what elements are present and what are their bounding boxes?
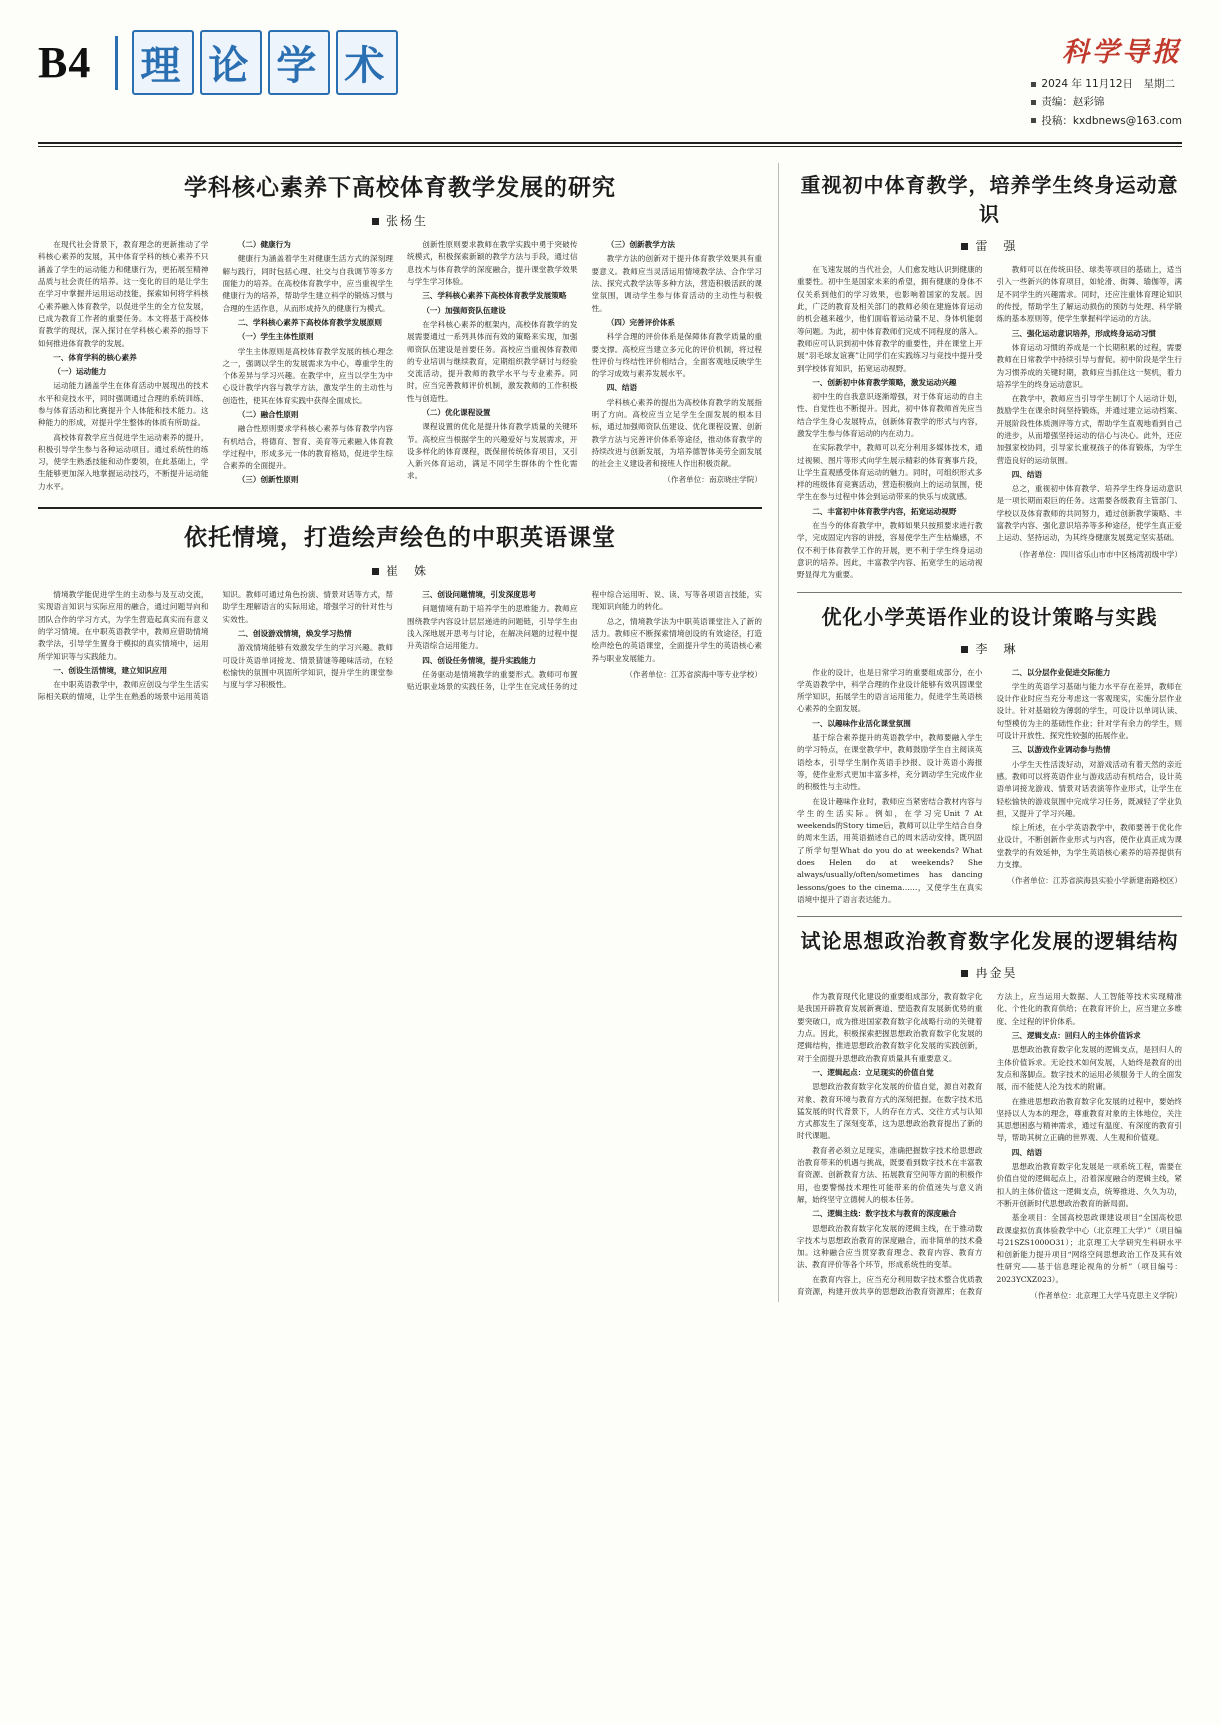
article-5-byline bbox=[797, 964, 1182, 981]
article-divider-2 bbox=[797, 592, 1182, 593]
article-subhead: （二）融合性原则 bbox=[237, 409, 299, 419]
article-paragraph: 初中生的自我意识逐渐增强，对于体育运动的自主性、自觉性也不断提升。因此，初中体育教师首先应当结合学生身心发展特点，创新体育教学的形式与内容，激发学生参与体育运动的内在动力。 bbox=[797, 392, 983, 438]
byline-marker-icon bbox=[372, 218, 379, 225]
article-subhead: 一、体育学科的核心素养 bbox=[53, 352, 137, 362]
article-divider-3 bbox=[797, 916, 1182, 917]
bullet-icon bbox=[1031, 82, 1036, 87]
masthead-left bbox=[38, 30, 398, 95]
article-paragraph: 任务驱动是情境教学的重要形式。教师可布置贴近职业场景的实践任务，让学生在完成任务的过程中综合运用听、说、读、写等各项语言技能，实现知识向能力的转化。 bbox=[407, 590, 762, 692]
section-title bbox=[132, 30, 398, 95]
article-paragraph: 在中职英语教学中，教师应创设与学生生活实际相关联的情境，让学生在熟悉的场景中运用英语知识。教师可通过角色扮演、情景对话等方式，帮助学生理解语言的实际用途，增强学习的针对性与实效性。 bbox=[38, 590, 393, 702]
article-paragraph: 游戏情境能够有效激发学生的学习兴趣。教师可设计英语单词接龙、情景猜谜等趣味活动，在轻松愉快的氛围中巩固所学知识，提升学生的课堂参与度与学习积极性。 bbox=[222, 643, 393, 690]
article-paragraph: 在飞速发展的当代社会，人们愈发地认识到健康的重要性。初中生是国家未来的希望，拥有健康的身体不仅关系到他们的学习效果，也影响着国家的发展。因此，广泛的教育及相关部门的教师必须在建施体育运动的机会越来越少，他们面临着运动量不足、身体机能弱等问题。为此，初中体育教师们完成不同程度的落入。教师应可认识到初中体育教学的重要性，并在课堂上开展“羽毛球友谊赛”让同学们在实践练习与竞技中提升受到学校体育知识，拓宽运动视野。 bbox=[797, 265, 983, 373]
masthead-rule-top bbox=[38, 142, 1182, 144]
meta-date-line bbox=[1031, 75, 1182, 93]
article-5 bbox=[797, 925, 1182, 1302]
article-subhead: 三、强化运动意识培养，形成终身运动习惯 bbox=[1011, 328, 1156, 338]
article-paragraph: 在教学中，教师应当引导学生制订个人运动计划，鼓励学生在课余时间坚持锻炼，并通过建立运动档案、开展阶段性体质测评等方式，帮助学生直观地看到自己的进步，从而增强坚持运动的信心与决心。此外，还应加强家校协同，引导家长重视孩子的体育锻炼，为学生营造良好的运动氛围。 bbox=[996, 394, 1182, 465]
section-char-4: 术 bbox=[336, 30, 398, 95]
article-3 bbox=[797, 169, 1182, 581]
bullet-icon bbox=[1031, 100, 1036, 105]
article-subhead: （二）优化课程设置 bbox=[422, 407, 491, 417]
masthead-rule-bottom bbox=[38, 146, 1182, 147]
meta-email[interactable]: 投稿：kxdbnews@163.com bbox=[1041, 114, 1182, 127]
article-subhead: 三、学科核心素养下高校体育教学发展策略 bbox=[422, 291, 567, 301]
article-signature: （作者单位：四川省乐山市市中区杨湾初级中学） bbox=[1014, 549, 1182, 559]
article-paragraph: 教师可以在传统田径、球类等项目的基础上，适当引入一些新兴的体育项目，如轮滑、街舞、瑜伽等，满足不同学生的兴趣需求。同时，还应注重体育理论知识的传授，帮助学生了解运动损伤的预防与处理、科学锻炼的基本原则等，使学生掌握科学运动的方法。 bbox=[996, 265, 1182, 324]
meta-editor-line bbox=[1031, 93, 1182, 111]
masthead bbox=[38, 0, 1182, 130]
article-4-body bbox=[797, 667, 1182, 907]
byline-marker-icon bbox=[372, 568, 379, 575]
section-char-1: 理 bbox=[132, 30, 194, 95]
article-subhead: 四、结语 bbox=[1011, 1147, 1043, 1157]
article-paragraph: 思想政治教育数字化发展的逻辑主线，在于推动数字技术与思想政治教育的深度融合，而非简单的技术叠加。这种融合应当贯穿教育理念、教育内容、教育方法、教育评价等各个环节，形成系统性的变革。 bbox=[797, 1223, 983, 1270]
article-divider-1 bbox=[38, 507, 762, 509]
article-5-title: 试论思想政治教育数字化发展的逻辑结构 bbox=[800, 929, 1179, 954]
article-paragraph: 在当今的体育教学中，教师如果只按照要求进行教学，完成固定内容的讲授，容易使学生产生枯燥感，不仅不利于体育教学工作的开展，更不利于学生终身运动意识的培养。因此，丰富教学内容、拓宽学生的运动视野显得尤为重要。 bbox=[797, 521, 983, 580]
article-5-body bbox=[797, 991, 1182, 1302]
article-1-body bbox=[38, 239, 762, 493]
article-subhead: 二、以分层作业促进交际能力 bbox=[1011, 667, 1111, 677]
page-folio: B4 bbox=[38, 37, 92, 87]
article-1-author: 张杨生 bbox=[385, 214, 428, 229]
article-2-author: 崔 姝 bbox=[385, 564, 428, 579]
byline-marker-icon bbox=[961, 970, 968, 977]
byline-marker-icon bbox=[961, 243, 968, 250]
article-2-body bbox=[38, 589, 762, 704]
article-signature: （作者单位：北京理工大学马克思主义学院） bbox=[1030, 1291, 1182, 1301]
section-char-2: 论 bbox=[200, 30, 262, 95]
article-3-title: 重视初中体育教学，培养学生终身运动意识 bbox=[800, 173, 1179, 227]
article-3-byline bbox=[797, 237, 1182, 254]
article-paragraph: 课程设置的优化是提升体育教学质量的关键环节。高校应当根据学生的兴趣爱好与发展需求，开设多样化的体育课程，既保留传统体育项目，又引入新兴体育运动，满足不同学生群体的个性化需求。 bbox=[407, 422, 578, 481]
article-subhead: 三、逻辑支点：回归人的主体价值诉求 bbox=[1011, 1031, 1141, 1041]
article-paragraph: 科学合理的评价体系是保障体育教学质量的重要支撑。高校应当建立多元化的评价机制，将过程性评价与终结性评价相结合，全面客观地反映学生的学习成效与素养发展水平。 bbox=[591, 332, 762, 379]
article-signature: （作者单位：江苏省滨海县实验小学新建南路校区） bbox=[1007, 876, 1182, 886]
article-subhead: （一）学生主体性原则 bbox=[237, 332, 314, 342]
right-column bbox=[778, 163, 1182, 1302]
article-subhead: 二、丰富初中体育教学内容，拓宽运动视野 bbox=[812, 506, 957, 516]
article-paragraph: 小学生天性活泼好动，对游戏活动有着天然的亲近感。教师可以将英语作业与游戏活动有机结合，设计英语单词接龙游戏、情景对话表演等作业形式，让学生在轻松愉快的游戏氛围中完成学习任务，既减轻了学业负担，又提升了学习兴趣。 bbox=[996, 759, 1182, 818]
article-subhead: （四）完善评价体系 bbox=[606, 317, 676, 327]
article-paragraph: 作为教育现代化建设的重要组成部分，教育数字化是我国开辟教育发展新赛道、塑造教育发展新优势的重要突破口，成为推进国家教育数字化战略行动的关键着力点。因此，积极探索把握思想政治教育数字化发展的逻辑结构，推进思想政治教育数字化发展的实践创新，对于全面提升思想政治教育质量具有重要意义。 bbox=[797, 992, 983, 1063]
article-paragraph: 学生主体原则是高校体育教学发展的核心理念之一，强调以学生的发展需求为中心，尊重学生的个体差异与学习兴趣。在教学中，应当以学生为中心设计教学内容与教学方法，激发学生的主动性与创造性，使其在体育实践中获得全面成长。 bbox=[222, 346, 393, 405]
article-subhead: 四、创设任务情境，提升实践能力 bbox=[422, 655, 537, 665]
article-paragraph: 总之，重视初中体育教学、培养学生终身运动意识是一项长期而艰巨的任务。这需要各级教育主管部门、学校以及体育教师的共同努力，通过创新教学策略、丰富教学内容、强化意识培养等多种途径，使学生真正爱上运动、坚持运动，为其终身健康发展奠定坚实基础。 bbox=[996, 484, 1182, 543]
article-signature: （作者单位：南京晓庄学院） bbox=[663, 475, 762, 485]
article-4-byline bbox=[797, 640, 1182, 657]
article-paragraph: 学生的英语学习基础与能力水平存在差异，教师在设计作业时应当充分考虑这一客观现实，实施分层作业设计。针对基础较为薄弱的学生，可设计以单词认读、句型模仿为主的基础性作业；针对学有余力的学生，则可设计开放性、探究性较强的拓展作业。 bbox=[996, 681, 1182, 741]
masthead-right bbox=[1031, 30, 1182, 130]
article-subhead: （一）运动能力 bbox=[53, 367, 107, 377]
article-1-byline bbox=[38, 212, 762, 229]
masthead-meta bbox=[1031, 75, 1182, 130]
article-paragraph: 在实际教学中，教师可以充分利用多媒体技术，通过视频、图片等形式向学生展示精彩的体育赛事片段，让学生直观感受体育运动的魅力。同时，可组织形式多样的班级体育竞赛活动，营造积极向上的运动氛围，使学生在参与过程中体会到运动带来的快乐与成就感。 bbox=[797, 443, 983, 502]
article-subhead: 二、学科核心素养下高校体育教学发展原则 bbox=[237, 317, 382, 327]
article-subhead: 二、逻辑主线：数字技术与教育的深度融合 bbox=[812, 1209, 957, 1219]
article-subhead: 二、创设游戏情境，焕发学习热情 bbox=[237, 628, 352, 638]
paper-name: 科学导报 bbox=[1062, 37, 1182, 68]
article-4 bbox=[797, 601, 1182, 907]
article-subhead: （三）创新教学方法 bbox=[606, 240, 676, 250]
article-signature: （作者单位：江苏省滨海中等专业学校） bbox=[625, 669, 762, 679]
article-subhead: 一、逻辑起点：立足现实的价值自觉 bbox=[812, 1067, 934, 1077]
article-paragraph: 问题情境有助于培养学生的思维能力。教师应围绕教学内容设计层层递进的问题链，引导学生由浅入深地展开思考与讨论，在解决问题的过程中提升英语综合运用能力。 bbox=[407, 604, 578, 651]
article-3-body bbox=[797, 264, 1182, 581]
article-subhead: （二）健康行为 bbox=[237, 240, 291, 250]
left-column bbox=[38, 163, 778, 1302]
article-1-title: 学科核心素养下高校体育教学发展的研究 bbox=[184, 174, 616, 202]
article-subhead: 四、结语 bbox=[1011, 469, 1043, 479]
article-5-author: 冉金昊 bbox=[975, 966, 1018, 981]
article-subhead: 一、以趣味作业活化课堂氛围 bbox=[812, 718, 911, 728]
meta-editor: 责编：赵彩锦 bbox=[1041, 96, 1105, 109]
article-1 bbox=[38, 169, 762, 493]
article-paragraph: 融合性原则要求学科核心素养与体育教学内容有机结合，将德育、智育、美育等元素融入体育教学过程中，形成多元一体的教育格局，促进学生综合素养的全面提升。 bbox=[222, 424, 393, 471]
article-paragraph: 在学科核心素养的框架内，高校体育教学的发展需要通过一系列具体而有效的策略来实现，加强师资队伍建设是首要任务。高校应当重视体育教师的专业培训与继续教育，定期组织教学研讨与经验交流活动，提升教师的教学水平与专业素养。同时，应当完善教师评价机制，激发教师的工作积极性与创造性。 bbox=[407, 319, 578, 403]
bullet-icon bbox=[1031, 118, 1036, 123]
article-paragraph: 在设计趣味作业时，教师应当紧密结合教材内容与学生的生活实际。例如，在学习完Unit 7 At weekends的Story time后，教师可以让学生结合自身的周末生活，用英语描述自己的周末活动安排，既巩固了所学句型What do you do at weekends? What does Helen do at weekends? She always/usually/often/sometimes has dancing lessons/goes to the cinema……，又使学生在真实语境中提升了语言表达能力。 bbox=[797, 796, 983, 904]
meta-date: 2024 年 11月12日 星期二 bbox=[1041, 78, 1176, 90]
article-paragraph: 教学方法的创新对于提升体育教学效果具有重要意义。教师应当灵活运用情境教学法、合作学习法、探究式教学法等多种方法，营造积极活跃的课堂氛围，调动学生参与体育活动的主动性与积极性。 bbox=[591, 254, 762, 313]
article-subhead: 三、创设问题情境，引发深度思考 bbox=[422, 590, 537, 600]
article-2-byline bbox=[38, 562, 762, 579]
article-2-title: 依托情境，打造绘声绘色的中职英语课堂 bbox=[184, 524, 616, 552]
article-paragraph: 情境教学能促进学生的主动参与及互动交流，实现语言知识与实际应用的融合，通过问题导向和团队合作的学习方式，为学生营造起真实而有意义的学习情境。在中职英语教学中，教师应借助情境教学法，引导学生置身于模拟的真实情境中，运用所学知识等与实践能力。 bbox=[38, 590, 209, 661]
article-paragraph: 创新性原则要求教师在教学实践中勇于突破传统模式，积极探索新颖的教学方法与手段，通过信息技术与体育教学的深度融合，提升课堂教学效果与学生学习体验。 bbox=[407, 240, 578, 287]
article-paragraph: 学科核心素养的提出为高校体育教学的发展指明了方向。高校应当立足学生全面发展的根本目标，通过加强师资队伍建设、优化课程设置、创新教学方法与完善评价体系等途径，推动体育教学的持续改进与创新发展，为培养德智体美劳全面发展的社会主义建设者和接班人作出积极贡献。 bbox=[591, 397, 762, 469]
article-paragraph: 思想政治教育数字化发展的价值自觉，源自对教育对象、教育环境与教育方式的深刻把握。在数字技术迅猛发展的时代背景下，人的存在方式、交往方式与认知方式都发生了深刻变革，这为思想政治教育提出了新的时代课题。 bbox=[797, 1082, 983, 1141]
article-subhead: （三）创新性原则 bbox=[237, 475, 299, 485]
article-subhead: 一、创新初中体育教学策略，激发运动兴趣 bbox=[812, 377, 957, 387]
article-paragraph: 运动能力涵盖学生在体育活动中展现出的技术水平和竞技水平，同时强调通过合理的系统训练、参与体育活动和比赛提升个人体能和技术能力。这种能力的形成，对提升学生整体的体质有所助益。 bbox=[38, 381, 209, 428]
article-subhead: 四、结语 bbox=[606, 383, 638, 393]
article-4-title: 优化小学英语作业的设计策略与实践 bbox=[821, 604, 1158, 629]
article-paragraph: 高校体育教学应当促进学生运动素养的提升，积极引导学生参与各种运动项目。通过系统性的练习，使学生熟悉技能和动作要领，在此基础上，学生能够更加深入地掌握运动技巧，不断提升运动能力水平。 bbox=[38, 432, 209, 491]
article-2 bbox=[38, 519, 762, 704]
article-paragraph: 总之，情境教学法为中职英语课堂注入了新的活力。教师应不断探索情境创设的有效途径，打造绘声绘色的英语课堂，全面提升学生的英语核心素养与职业发展能力。 bbox=[591, 616, 762, 663]
section-char-3: 学 bbox=[268, 30, 330, 95]
article-paragraph: 健康行为涵盖着学生对健康生活方式的深刻理解与践行，同时包括心理、社交与自我调节等多方面能力的培养。在高校体育教学中，应当重视学生健康行为的培养，帮助学生建立科学的锻炼习惯与合理的生活作息，从而形成持久的健康行为模式。 bbox=[222, 254, 393, 313]
article-subhead: 一、创设生活情境，建立知识应用 bbox=[53, 665, 168, 675]
page-body bbox=[38, 163, 1182, 1302]
article-subhead: （一）加强师资队伍建设 bbox=[422, 305, 506, 315]
masthead-divider bbox=[115, 36, 118, 90]
article-paragraph: 在教育内容上，应当充分利用数字技术整合优质教育资源，构建开放共享的思想政治教育资源库；在教育方法上，应当运用大数据、人工智能等技术实现精准化、个性化的教育供给；在教育评价上，应当建立多维度、全过程的评价体系。 bbox=[797, 992, 1182, 1297]
article-paragraph: 基金项目：全国高校思政课建设项目“全国高校思政课虚拟仿真体验教学中心（北京理工大学）”（项目编号21SZS1000O31）；北京理工大学研究生科研水平和创新能力提升项目“网络空间思想政治工作及其有效性研究——基于信息理论视角的分析”（项目编号：2023YCXZ023）。 bbox=[996, 1213, 1182, 1284]
article-paragraph: 体育运动习惯的养成是一个长期积累的过程，需要教师在日常教学中持续引导与督促。初中阶段是学生行为习惯养成的关键时期，教师应当抓住这一契机，着力培养学生的终身运动意识。 bbox=[996, 342, 1182, 389]
article-paragraph: 在推进思想政治教育数字化发展的过程中，要始终坚持以人为本的理念，尊重教育对象的主体地位，关注其思想困惑与精神需求，通过有温度、有深度的教育引导，帮助其树立正确的世界观、人生观和价值观。 bbox=[996, 1096, 1182, 1143]
article-4-author: 李 琳 bbox=[975, 641, 1018, 656]
article-paragraph: 思想政治教育数字化发展的逻辑支点，是回归人的主体价值诉求。无论技术如何发展，人始终是教育的出发点和落脚点。数字技术的运用必须服务于人的全面发展，而不能使人沦为技术的附庸。 bbox=[996, 1045, 1182, 1092]
byline-marker-icon bbox=[961, 646, 968, 653]
article-paragraph: 基于综合素养提升的英语教学中，教师要融入学生的学习特点，在课堂教学中，教师鼓励学生自主阅读英语绘本，引导学生制作英语手抄报、设计英语小海报等，使作业形式更加丰富多样，充分调动学生完成作业的积极性与主动性。 bbox=[797, 733, 983, 792]
article-paragraph: 在现代社会背景下，教育理念的更新推动了学科核心素养的发展，其中体育学科的核心素养不只涵盖了学生的运动能力和健康行为，更拓展至精神品质与社会责任的培养。这一变化的目的是让学生在学习中掌握并运用运动技能，探索如何将学科核心素养融入体育教学，以促进学生的全方位发展，已成为教育工作者的重要任务。本文将基于高校体育教学的现状，深入探讨在学科核心素养的指导下如何推进体育教学的发展。 bbox=[38, 240, 209, 348]
article-subhead: 三、以游戏作业调动参与热情 bbox=[1011, 745, 1111, 755]
article-paragraph: 作业的设计，也是日常学习的重要组成部分，在小学英语教学中，科学合理的作业设计能够有效巩固课堂所学知识，拓展学生的语言运用能力，促进学生英语核心素养的全面发展。 bbox=[797, 667, 983, 714]
article-paragraph: 思想政治教育数字化发展是一项系统工程，需要在价值自觉的逻辑起点上，沿着深度融合的逻辑主线，紧扣人的主体价值这一逻辑支点，统筹推进、久久为功，不断开创新时代思想政治教育的新局面。 bbox=[996, 1162, 1182, 1208]
article-paragraph: 教育者必须立足现实，准确把握数字技术给思想政治教育带来的机遇与挑战，既要看到数字技术在丰富教育资源、创新教育方法、拓展教育空间等方面的积极作用，也要警惕技术理性可能带来的价值迷失与意义消解，始终坚守立德树人的根本任务。 bbox=[797, 1145, 983, 1204]
article-paragraph: 综上所述，在小学英语教学中，教师要善于优化作业设计，不断创新作业形式与内容，使作业真正成为课堂教学的有效延伸，为学生英语核心素养的培养提供有力支撑。 bbox=[996, 823, 1182, 869]
meta-email-line bbox=[1031, 112, 1182, 130]
article-3-author: 雷 强 bbox=[975, 239, 1018, 254]
